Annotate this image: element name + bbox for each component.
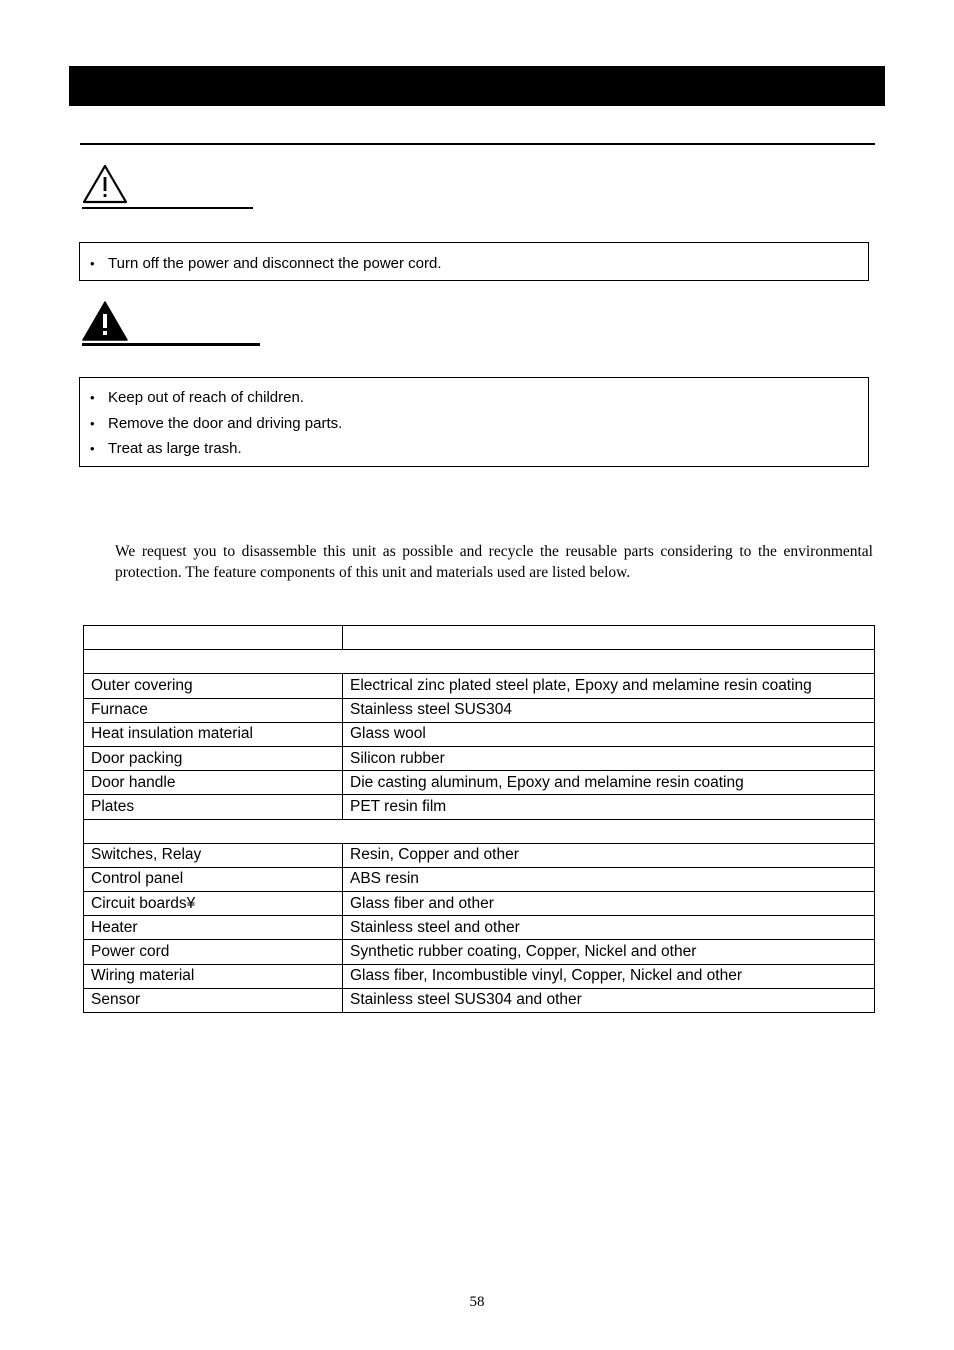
warning-filled-icon [82,300,128,342]
caution-heading-underline [82,343,260,346]
material-cell: Silicon rubber [343,746,875,770]
material-cell: Die casting aluminum, Epoxy and melamine resin coating [343,771,875,795]
list-item: • Treat as large trash. [80,436,868,462]
material-cell: Stainless steel and other [343,916,875,940]
part-cell: Door handle [84,771,343,795]
material-cell: Synthetic rubber coating, Copper, Nickel and other [343,940,875,964]
bullet-icon: • [90,415,95,431]
table-row [84,867,875,891]
table-row [84,916,875,940]
caution-box [79,377,869,467]
material-cell: Glass fiber and other [343,892,875,916]
list-item: • Remove the door and driving parts. [80,411,868,437]
list-item: • Keep out of reach of children. [80,385,868,411]
part-cell: Switches, Relay [84,843,343,867]
table-row [84,940,875,964]
part-cell: Door packing [84,746,343,770]
warning-heading-underline [82,207,253,209]
group-label-cell [84,650,875,674]
material-cell: Electrical zinc plated steel plate, Epoxy and melamine resin coating [343,674,875,698]
bullet-icon: • [90,256,95,271]
material-cell: Glass fiber, Incombustible vinyl, Copper, Nickel and other [343,964,875,988]
section-title-bar [69,66,885,106]
group-row [84,819,875,843]
table-row [84,892,875,916]
part-cell: Heater [84,916,343,940]
table-row [84,988,875,1012]
warning-outline-icon [82,164,128,204]
part-cell: Circuit boards¥ [84,892,343,916]
material-cell: Resin, Copper and other [343,843,875,867]
header-cell-part [84,626,343,650]
table-row [84,771,875,795]
intro-paragraph: We request you to disassemble this unit as possible and recycle the reusable parts considering to the environmental protection. The feature components of this unit and materials used are listed below. [115,543,873,581]
part-cell: Heat insulation material [84,722,343,746]
part-cell: Power cord [84,940,343,964]
part-cell: Control panel [84,867,343,891]
parts-materials-table [83,625,875,1013]
part-cell: Sensor [84,988,343,1012]
material-cell: Stainless steel SUS304 [343,698,875,722]
part-cell: Plates [84,795,343,819]
part-cell: Furnace [84,698,343,722]
material-cell: ABS resin [343,867,875,891]
bullet-icon: • [90,441,95,456]
section-divider [80,143,875,145]
table-header-row [84,626,875,650]
table-row [84,964,875,988]
table-row [84,722,875,746]
material-cell: PET resin film [343,795,875,819]
table-row [84,843,875,867]
table-row [84,746,875,770]
material-cell: Glass wool [343,722,875,746]
bullet-icon: • [90,390,95,405]
part-cell: Outer covering [84,674,343,698]
warning-box [79,242,869,281]
material-cell: Stainless steel SUS304 and other [343,988,875,1012]
table-row [84,698,875,722]
header-cell-material [343,626,875,650]
part-cell: Wiring material [84,964,343,988]
list-item: • Turn off the power and disconnect the power cord. [80,251,868,277]
group-label-cell [84,819,875,843]
table-row [84,674,875,698]
table-row [84,795,875,819]
page-number: 58 [469,1294,485,1310]
group-row [84,650,875,674]
